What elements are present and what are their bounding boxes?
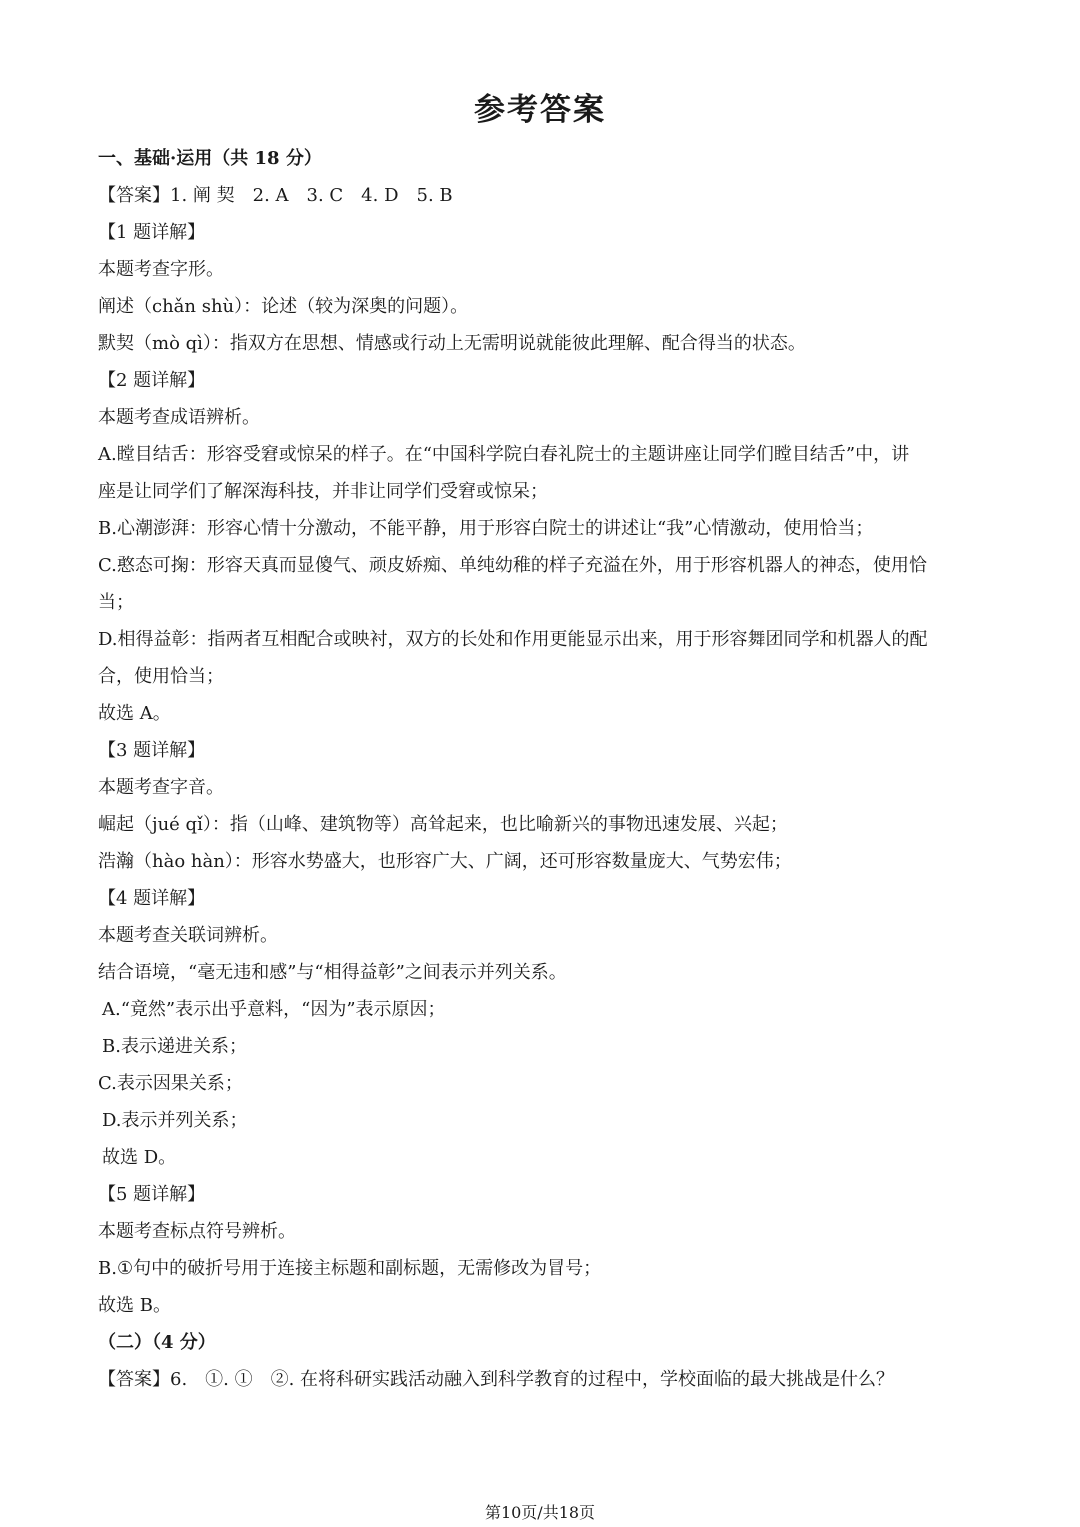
question-5-heading: 【5 题详解】 bbox=[98, 1184, 206, 1205]
question-3-heading: 【3 题详解】 bbox=[98, 740, 206, 761]
question-4-heading: 【4 题详解】 bbox=[98, 888, 206, 909]
question-2-intro: 本题考查成语辨析。 bbox=[98, 407, 260, 428]
question-2-option-c-line2: 当； bbox=[98, 592, 134, 613]
question-1-item-b: 默契（mò qì）：指双方在思想、情感或行动上无需明说就能彼此理解、配合得当的状态。 bbox=[98, 333, 806, 354]
question-1-intro: 本题考查字形。 bbox=[98, 259, 224, 280]
question-2-option-b: B.心潮澎湃：形容心情十分激动，不能平静，用于形容白院士的讲述让“我”心情激动，使用恰当； bbox=[98, 518, 874, 539]
page-number: 第10页/共18页 bbox=[484, 1503, 596, 1522]
answer-summary-2: 【答案】6. ①. ① ②. 在将科研实践活动融入到科学教育的过程中，学校面临的最大挑战是什么？ bbox=[98, 1369, 895, 1390]
question-3-item-a: 崛起（jué qǐ）：指（山峰、建筑物等）高耸起来，也比喻新兴的事物迅速发展、兴起； bbox=[98, 814, 788, 835]
question-4-intro: 本题考查关联词辨析。 bbox=[98, 925, 278, 946]
question-4-option-d: D.表示并列关系； bbox=[102, 1110, 248, 1131]
question-5-intro: 本题考查标点符号辨析。 bbox=[98, 1221, 296, 1242]
question-2-option-d-line1: D.相得益彰：指两者互相配合或映衬，双方的长处和作用更能显示出来，用于形容舞团同学和机器人的配 bbox=[98, 629, 928, 650]
question-4-option-b: B.表示递进关系； bbox=[102, 1036, 247, 1057]
question-2-option-a-line1: A.瞠目结舌：形容受窘或惊呆的样子。在“中国科学院白春礼院士的主题讲座让同学们瞠目结舌”中，讲 bbox=[98, 444, 910, 465]
question-3-intro: 本题考查字音。 bbox=[98, 777, 224, 798]
page-title: 参考答案 bbox=[474, 92, 606, 128]
question-2-conclusion: 故选 A。 bbox=[98, 703, 171, 724]
question-5-option-b: B.①句中的破折号用于连接主标题和副标题，无需修改为冒号； bbox=[98, 1258, 602, 1279]
question-1-item-a: 阐述（chǎn shù）：论述（较为深奥的问题）。 bbox=[98, 296, 469, 317]
question-2-option-c-line1: C.憨态可掬：形容天真而显傻气、顽皮娇痴、单纯幼稚的样子充溢在外，用于形容机器人的神态，使用恰 bbox=[98, 555, 927, 576]
question-4-option-c: C.表示因果关系； bbox=[98, 1073, 243, 1094]
question-2-heading: 【2 题详解】 bbox=[98, 370, 206, 391]
question-3-item-b: 浩瀚（hào hàn）：形容水势盛大，也形容广大、广阔，还可形容数量庞大、气势宏伟； bbox=[98, 851, 792, 872]
question-4-option-a: A.“竟然”表示出乎意料，“因为”表示原因； bbox=[102, 999, 446, 1020]
question-5-conclusion: 故选 B。 bbox=[98, 1295, 171, 1316]
question-2-option-d-line2: 合，使用恰当； bbox=[98, 666, 224, 687]
answer-summary-1: 【答案】1. 阐 契 2. A 3. C 4. D 5. B bbox=[98, 185, 453, 206]
answer-content bbox=[98, 140, 988, 1398]
question-4-context: 结合语境，“毫无违和感”与“相得益彰”之间表示并列关系。 bbox=[98, 962, 567, 983]
question-4-conclusion: 故选 D。 bbox=[102, 1147, 177, 1168]
section-heading-1: 一、基础·运用（共 18 分） bbox=[98, 148, 322, 169]
section-heading-2: （二）（4 分） bbox=[98, 1332, 216, 1353]
question-2-option-a-line2: 座是让同学们了解深海科技，并非让同学们受窘或惊呆； bbox=[98, 481, 548, 502]
question-1-heading: 【1 题详解】 bbox=[98, 222, 206, 243]
